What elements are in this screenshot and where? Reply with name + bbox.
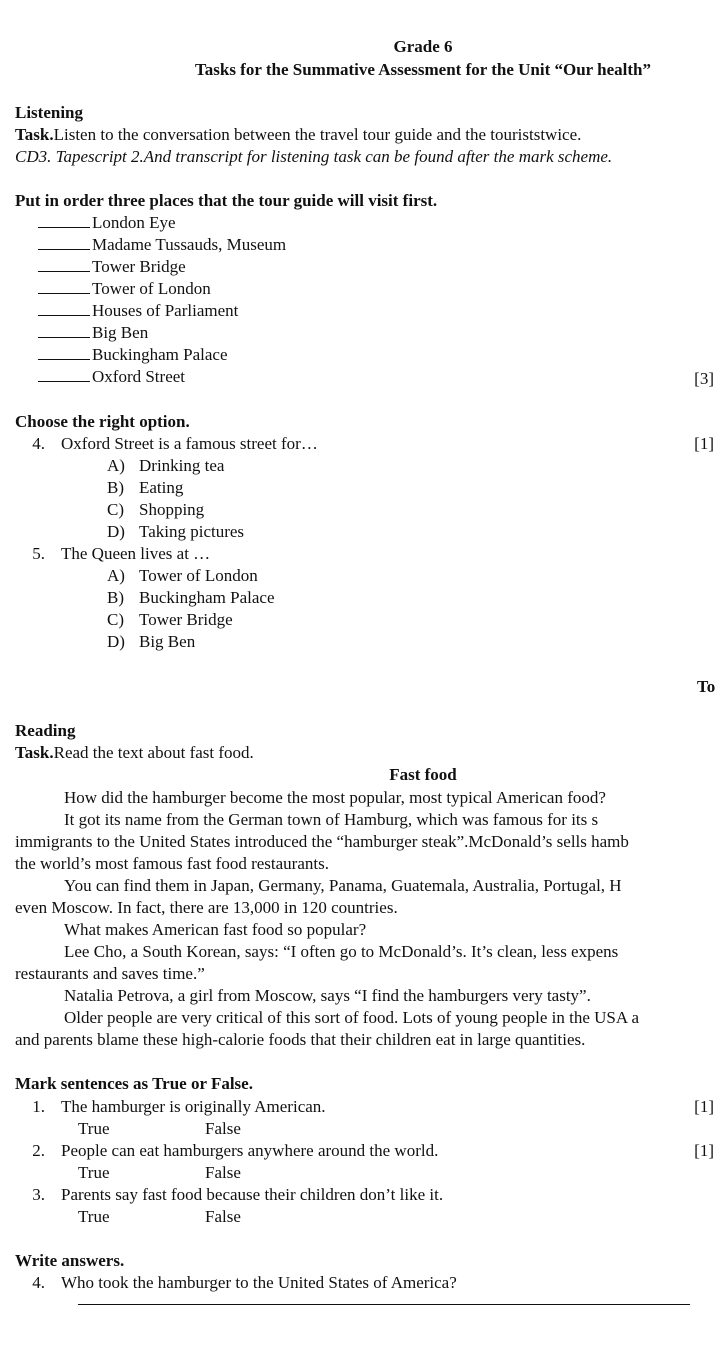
text-title: Fast food [389, 765, 457, 784]
answer-blank[interactable] [38, 257, 90, 272]
order-item[interactable] [38, 366, 185, 388]
option-c[interactable] [107, 609, 233, 631]
option-c[interactable] [107, 499, 204, 521]
grade-title: Grade 6 [393, 37, 453, 56]
listening-note: CD3. Tapescript 2.And transcript for listening task can be found after the mark scheme. [15, 147, 613, 166]
order-item[interactable] [38, 278, 211, 300]
question-text: Oxford Street is a famous street for… [61, 434, 318, 453]
option-text: Taking pictures [139, 522, 245, 541]
option-b[interactable] [107, 477, 183, 499]
place-label: London Eye [92, 213, 176, 232]
answer-blank[interactable] [38, 279, 90, 294]
option-text: Shopping [139, 500, 205, 519]
answer-blank[interactable] [38, 235, 90, 250]
answer-blank[interactable] [38, 301, 90, 316]
question-5 [15, 543, 210, 565]
order-item[interactable] [38, 300, 238, 322]
text-line: and parents blame these high-calorie foods that their children eat in large quantities. [15, 1030, 586, 1049]
tf-item-1 [15, 1096, 326, 1118]
text-line: How did the hamburger become the most popular, most typical American food? [64, 788, 606, 807]
option-d[interactable] [107, 521, 244, 543]
listening-heading: Listening [15, 103, 84, 122]
order-item[interactable] [38, 344, 228, 366]
text-line: even Moscow. In fact, there are 13,000 in 120 countries. [15, 898, 398, 917]
tf-item-2 [15, 1140, 438, 1162]
item-mark: [1] [694, 1097, 714, 1116]
option-d[interactable] [107, 631, 195, 653]
item-text: Parents say fast food because their children don’t like it. [61, 1185, 444, 1204]
answer-blank[interactable] [38, 345, 90, 360]
text-line: It got its name from the German town of Hamburg, which was famous for its s [64, 810, 599, 829]
option-text: Big Ben [139, 632, 196, 651]
item-mark: [1] [694, 1141, 714, 1160]
option-letter: D) [107, 522, 125, 541]
option-letter: C) [107, 610, 124, 629]
reading-heading: Reading [15, 721, 76, 740]
tf-heading: Mark sentences as True or False. [15, 1074, 253, 1093]
place-label: Tower of London [92, 279, 211, 298]
option-text: Buckingham Palace [139, 588, 275, 607]
place-label: Buckingham Palace [92, 345, 228, 364]
text-line: restaurants and saves time.” [15, 964, 205, 983]
text-line: the world’s most famous fast food restaurants. [15, 854, 329, 873]
option-a[interactable] [107, 565, 258, 587]
text-line: Lee Cho, a South Korean, says: “I often go to McDonald’s. It’s clean, less expens [64, 942, 619, 961]
option-text: Drinking tea [139, 456, 225, 475]
false-option[interactable]: False [205, 1163, 241, 1182]
question-mark: [1] [694, 434, 714, 453]
order-item[interactable] [38, 322, 148, 344]
reading-task [15, 742, 254, 764]
item-text: The hamburger is originally American. [61, 1097, 326, 1116]
place-label: Oxford Street [92, 367, 186, 386]
option-text: Tower of London [139, 566, 258, 585]
question-text: The Queen lives at … [61, 544, 211, 563]
text-line: Natalia Petrova, a girl from Moscow, says “I find the hamburgers very tasty”. [64, 986, 591, 1005]
item-number: 3. [32, 1185, 45, 1204]
place-label: Madame Tussauds, Museum [92, 235, 287, 254]
text-line: You can find them in Japan, Germany, Panama, Guatemala, Australia, Portugal, H [64, 876, 622, 895]
place-label: Houses of Parliament [92, 301, 239, 320]
order-item[interactable] [38, 256, 186, 278]
false-option[interactable]: False [205, 1119, 241, 1138]
order-item[interactable] [38, 212, 176, 234]
question-4 [15, 433, 318, 455]
option-letter: D) [107, 632, 125, 651]
question-number: 5. [32, 544, 45, 563]
item-number: 1. [32, 1097, 45, 1116]
option-text: Eating [139, 478, 184, 497]
item-text: People can eat hamburgers anywhere around the world. [61, 1141, 439, 1160]
answer-blank[interactable] [38, 213, 90, 228]
page-subtitle: Tasks for the Summative Assessment for the Unit “Our health” [194, 60, 652, 79]
option-letter: A) [107, 566, 125, 585]
option-letter: B) [107, 478, 124, 497]
true-option[interactable]: True [78, 1207, 110, 1226]
order-item[interactable] [38, 234, 286, 256]
task-label: Task. [15, 743, 54, 762]
option-a[interactable] [107, 455, 224, 477]
place-label: Tower Bridge [92, 257, 186, 276]
false-option[interactable]: False [205, 1207, 241, 1226]
item-number: 4. [32, 1273, 45, 1292]
true-option[interactable]: True [78, 1119, 110, 1138]
option-text: Tower Bridge [139, 610, 233, 629]
answer-blank[interactable] [38, 323, 90, 338]
write-heading: Write answers. [15, 1251, 125, 1270]
place-label: Big Ben [92, 323, 149, 342]
task-text: Listen to the conversation between the travel tour guide and the touriststwice. [53, 125, 582, 144]
question-number: 4. [32, 434, 45, 453]
listening-task [15, 124, 581, 146]
item-number: 2. [32, 1141, 45, 1160]
cut-off-text: To [697, 677, 716, 696]
answer-blank[interactable] [38, 367, 90, 382]
option-letter: B) [107, 588, 124, 607]
task-label: Task. [15, 125, 54, 144]
text-line: Older people are very critical of this sort of food. Lots of young people in the USA a [64, 1008, 640, 1027]
write-question [15, 1272, 457, 1294]
text-line: immigrants to the United States introduced the “hamburger steak”.McDonald’s sells hamb [15, 832, 629, 851]
answer-line[interactable] [78, 1304, 690, 1305]
task-text: Read the text about fast food. [53, 743, 254, 762]
order-mark: [3] [694, 369, 714, 388]
order-heading: Put in order three places that the tour guide will visit first. [15, 191, 438, 210]
choose-heading: Choose the right option. [15, 412, 190, 431]
tf-item-3 [15, 1184, 443, 1206]
option-letter: A) [107, 456, 125, 475]
item-text: Who took the hamburger to the United States of America? [61, 1273, 457, 1292]
true-option[interactable]: True [78, 1163, 110, 1182]
option-b[interactable] [107, 587, 275, 609]
text-line: What makes American fast food so popular? [64, 920, 367, 939]
option-letter: C) [107, 500, 124, 519]
